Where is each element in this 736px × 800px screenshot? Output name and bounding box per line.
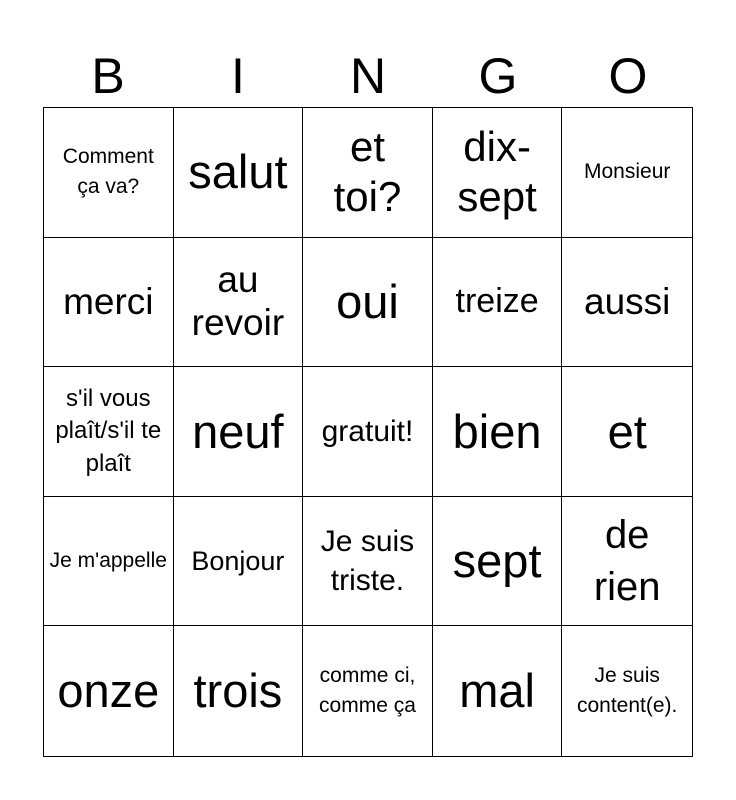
bingo-cell[interactable] bbox=[44, 108, 174, 238]
cell-text: Je m'appelle bbox=[49, 548, 167, 572]
bingo-cell[interactable] bbox=[562, 238, 692, 368]
bingo-cell[interactable] bbox=[303, 367, 433, 497]
cell-text: sept bbox=[452, 534, 542, 588]
cell-text: aussi bbox=[584, 280, 671, 322]
bingo-cell[interactable] bbox=[303, 108, 433, 238]
bingo-cell[interactable] bbox=[433, 626, 563, 756]
cell-text: salut bbox=[188, 145, 288, 199]
bingo-cell[interactable] bbox=[303, 626, 433, 756]
bingo-cell[interactable] bbox=[44, 238, 174, 368]
header-letter-o: O bbox=[608, 48, 648, 104]
bingo-cell[interactable] bbox=[44, 497, 174, 627]
bingo-cell[interactable] bbox=[174, 626, 304, 756]
cell-text: Comment ça va? bbox=[62, 144, 154, 199]
bingo-cell[interactable] bbox=[433, 108, 563, 238]
bingo-cell[interactable] bbox=[562, 497, 692, 627]
cell-text: Monsieur bbox=[584, 160, 671, 184]
header-letter-b: B bbox=[91, 48, 125, 104]
cell-text: treize bbox=[455, 282, 539, 321]
bingo-cell[interactable] bbox=[174, 497, 304, 627]
cell-text: au revoir bbox=[191, 259, 285, 343]
bingo-cell[interactable] bbox=[433, 238, 563, 368]
cell-text: Je suis content(e). bbox=[576, 663, 678, 718]
cell-text: et bbox=[607, 404, 647, 458]
cell-text: bien bbox=[452, 404, 542, 458]
bingo-cell[interactable] bbox=[174, 367, 304, 497]
cell-text: Je suis triste. bbox=[320, 525, 415, 598]
bingo-board bbox=[43, 107, 693, 757]
bingo-cell[interactable] bbox=[174, 238, 304, 368]
bingo-cell[interactable] bbox=[303, 238, 433, 368]
cell-text: et toi? bbox=[333, 122, 402, 221]
bingo-cell[interactable] bbox=[44, 626, 174, 756]
cell-text: Bonjour bbox=[191, 545, 285, 576]
cell-text: dix-sept bbox=[457, 122, 537, 221]
bingo-cell[interactable] bbox=[174, 108, 304, 238]
bingo-cell[interactable] bbox=[562, 108, 692, 238]
bingo-header bbox=[43, 46, 693, 106]
cell-text: gratuit! bbox=[321, 414, 414, 448]
cell-text: comme ci, comme ça bbox=[319, 663, 416, 718]
cell-text: merci bbox=[63, 280, 154, 322]
header-letter-g: G bbox=[478, 48, 518, 104]
bingo-cell[interactable] bbox=[44, 367, 174, 497]
cell-text: mal bbox=[459, 664, 535, 718]
cell-text: oui bbox=[336, 275, 399, 329]
bingo-cell[interactable] bbox=[433, 497, 563, 627]
bingo-cell[interactable] bbox=[303, 497, 433, 627]
cell-text: s'il vous plaît/s'il te plaît bbox=[55, 384, 162, 477]
cell-text: onze bbox=[57, 664, 160, 718]
bingo-cell[interactable] bbox=[433, 367, 563, 497]
cell-text: de rien bbox=[593, 513, 661, 610]
header-letter-i: I bbox=[231, 48, 245, 104]
bingo-cell[interactable] bbox=[562, 626, 692, 756]
cell-text: trois bbox=[193, 664, 283, 718]
cell-text: neuf bbox=[192, 404, 284, 458]
header-letter-n: N bbox=[349, 48, 387, 104]
bingo-cell[interactable] bbox=[562, 367, 692, 497]
